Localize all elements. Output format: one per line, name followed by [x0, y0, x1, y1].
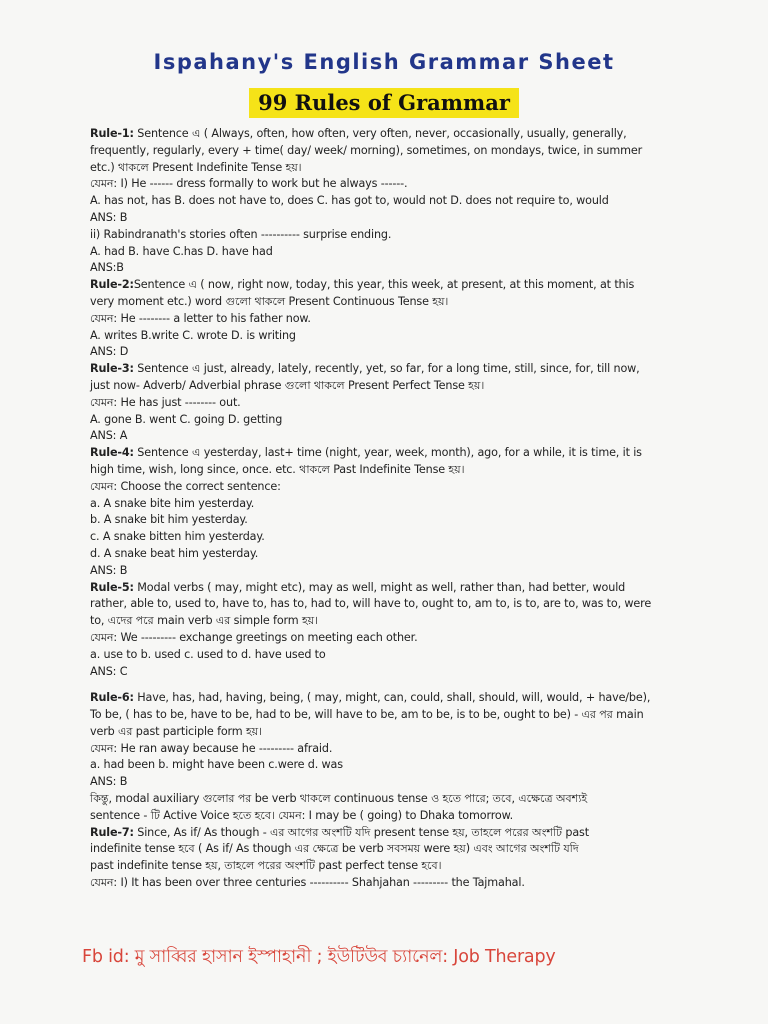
text-line [90, 311, 682, 328]
line-text: যেমন: He has just -------- out. [90, 395, 241, 409]
line-text: যেমন: Choose the correct sentence: [90, 479, 281, 493]
text-line [90, 277, 682, 294]
line-text: ANS: B [90, 775, 128, 789]
line-text: c. A snake bitten him yesterday. [90, 530, 265, 544]
text-line [90, 496, 682, 513]
text-line [90, 294, 682, 311]
line-text: ANS: B [90, 563, 128, 577]
text-line [90, 647, 682, 664]
line-text: very moment etc.) word গুলো থাকলে Present Continuous Tense হয়। [90, 294, 449, 308]
line-text: verb এর past participle form হয়। [90, 724, 262, 738]
rules-banner: 99 Rules of Grammar [249, 88, 519, 118]
text-line [90, 613, 682, 630]
rules-content [90, 126, 682, 892]
line-text: Have, has, had, having, being, ( may, might, can, could, shall, should, will, would, + have/be), [133, 691, 651, 705]
rule-label: Rule-1: [90, 127, 134, 140]
text-line [90, 244, 682, 261]
text-line [90, 724, 682, 741]
text-line [90, 260, 682, 277]
line-text: ANS: C [90, 664, 128, 678]
line-text: Modal verbs ( may, might etc), may as well, might as well, rather than, had better, would [133, 580, 626, 594]
text-line [90, 176, 682, 193]
text-line [90, 841, 682, 858]
line-text: যেমন: I) It has been over three centuries ---------- Shahjahan --------- the Tajmahal. [90, 876, 525, 890]
line-text: a. had been b. might have been c.were d. was [90, 758, 343, 772]
text-line [90, 328, 682, 345]
line-text: b. A snake bit him yesterday. [90, 513, 248, 527]
text-line [90, 546, 682, 563]
text-line [90, 126, 682, 143]
line-text: a. use to b. used c. used to d. have used to [90, 647, 326, 661]
line-text: high time, wish, long since, once. etc. থাকলে Past Indefinite Tense হয়। [90, 462, 465, 476]
line-text: A. had B. have C.has D. have had [90, 244, 273, 258]
line-text: rather, able to, used to, have to, has to, had to, will have to, ought to, am to, is to, are to, was to, were [90, 597, 652, 611]
text-line [90, 193, 682, 210]
text-line [90, 808, 682, 825]
text-line [90, 412, 682, 429]
sheet-title: Ispahany's English Grammar Sheet [153, 50, 615, 74]
line-text: past indefinite tense হয়, তাহলে পরের অংশটি past perfect tense হবে। [90, 859, 442, 873]
text-line [90, 858, 682, 875]
text-line [90, 378, 682, 395]
line-text: Sentence এ yesterday, last+ time (night, year, week, month), ago, for a while, it is time, it is [133, 446, 642, 460]
text-line [90, 529, 682, 546]
text-line [90, 580, 682, 597]
line-text: indefinite tense হবে ( As if/ As though এর ক্ষেত্রে be verb সবসময় were হয়) এবং আগের অংশটি যদি [90, 842, 579, 856]
text-line [90, 791, 682, 808]
text-line [90, 160, 682, 177]
line-text: ANS: B [90, 210, 128, 224]
text-line [90, 227, 682, 244]
text-line [90, 462, 682, 479]
rule-label: Rule-7: [90, 825, 134, 839]
rule-label: Rule-6: [90, 691, 134, 705]
line-text: যেমন: We --------- exchange greetings on meeting each other. [90, 630, 418, 644]
rule-label: Rule-4: [90, 446, 134, 460]
line-text: Sentence এ just, already, lately, recently, yet, so far, for a long time, still, since, for, till now, [133, 362, 640, 376]
line-text: A. gone B. went C. going D. getting [90, 412, 283, 426]
text-line [90, 344, 682, 361]
line-text: যেমন: I) He ------ dress formally to work but he always ------. [90, 177, 408, 191]
line-text: d. A snake beat him yesterday. [90, 546, 259, 560]
rule-label: Rule-2: [90, 278, 134, 292]
line-text: just now- Adverb/ Adverbial phrase গুলো থাকলে Present Perfect Tense হয়। [90, 378, 485, 392]
text-line [90, 741, 682, 758]
line-text: a. A snake bite him yesterday. [90, 496, 255, 510]
banner-wrap [0, 88, 768, 118]
footer-credit: Fb id: মু সাব্বির হাসান ইস্পাহানী ; ইউটিউব চ্যানেল: Job Therapy [82, 947, 556, 967]
line-text: frequently, regularly, every + time( day/ week/ morning), sometimes, on mondays, twice, in summer [90, 143, 643, 157]
text-line [90, 875, 682, 892]
text-line [90, 774, 682, 791]
rule-label: Rule-3: [90, 362, 134, 376]
line-text: ANS: D [90, 345, 129, 359]
line-text: to, এদের পরে main verb এর simple form হয়। [90, 614, 318, 628]
text-line [90, 445, 682, 462]
paragraph-gap [90, 680, 682, 690]
line-text: Sentence এ ( Always, often, how often, very often, never, occasionally, usually, generally, [133, 127, 627, 140]
text-line [90, 690, 682, 707]
line-text: Sentence এ ( now, right now, today, this year, this week, at present, at this moment, at this [133, 278, 635, 292]
line-text: ANS: A [90, 429, 128, 443]
line-text: যেমন: He -------- a letter to his father now. [90, 311, 311, 325]
text-line [90, 143, 682, 160]
text-line [90, 479, 682, 496]
text-line [90, 210, 682, 227]
text-line [90, 395, 682, 412]
line-text: যেমন: He ran away because he --------- afraid. [90, 741, 333, 755]
text-line [90, 563, 682, 580]
line-text: A. has not, has B. does not have to, does C. has got to, would not D. does not require to, would [90, 194, 609, 208]
text-line [90, 361, 682, 378]
line-text: কিন্তু, modal auxiliary গুলোর পর be verb থাকলে continuous tense ও হতে পারে; তবে, এক্ষেত্রে অবশ্যই [90, 792, 588, 806]
line-text: A. writes B.write C. wrote D. is writing [90, 328, 296, 342]
line-text: Since, As if/ As though - এর আগের অংশটি যদি present tense হয়, তাহলে পরের অংশটি past [133, 825, 589, 839]
text-line [90, 825, 682, 842]
line-text: ii) Rabindranath's stories often ---------- surprise ending. [90, 227, 392, 241]
line-text: To be, ( has to be, have to be, had to be, will have to be, am to be, is to be, ought to be) - এর পর main [90, 708, 644, 722]
line-text: sentence - টি Active Voice হতে হবে। যেমন: I may be ( going) to Dhaka tomorrow. [90, 808, 513, 822]
text-line [90, 428, 682, 445]
text-line [90, 664, 682, 681]
line-text: ANS:B [90, 261, 124, 275]
text-line [90, 512, 682, 529]
text-line [90, 630, 682, 647]
text-line [90, 707, 682, 724]
rule-label: Rule-5: [90, 580, 134, 594]
text-line [90, 596, 682, 613]
text-line [90, 757, 682, 774]
line-text: etc.) থাকলে Present Indefinite Tense হয়। [90, 160, 302, 174]
